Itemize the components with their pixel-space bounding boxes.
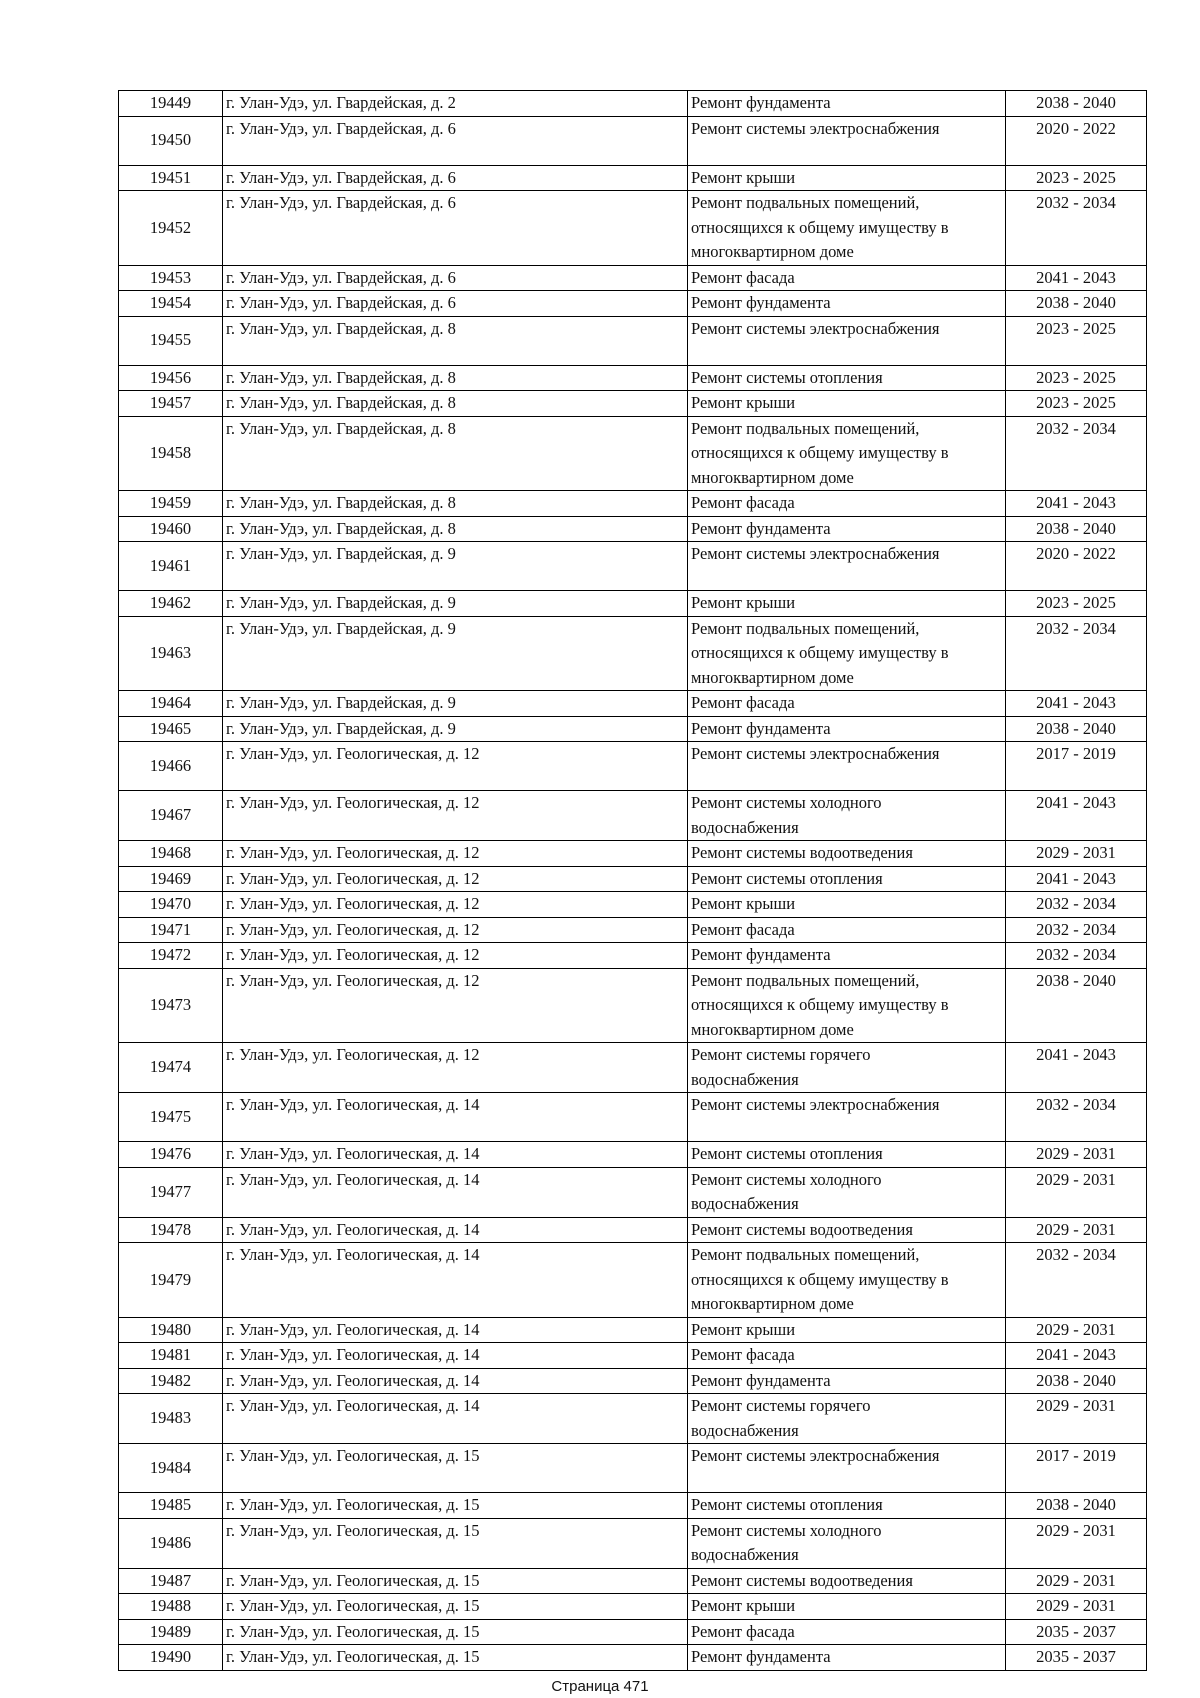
work-type-line: Ремонт крыши <box>691 1319 796 1339</box>
work-type-line: Ремонт фасада <box>691 693 795 712</box>
address-cell: г. Улан-Удэ, ул. Геологическая, д. 15 <box>223 1518 688 1568</box>
row-number-cell: 19483 <box>119 1394 223 1444</box>
work-type-line: Ремонт системы электроснабжения <box>691 318 940 338</box>
work-type-line: Ремонт системы горячего <box>691 1396 871 1415</box>
address-cell: г. Улан-Удэ, ул. Геологическая, д. 12 <box>223 943 688 969</box>
table-row <box>119 116 1147 165</box>
row-number-cell: 19453 <box>119 265 223 291</box>
row-number-cell: 19481 <box>119 1343 223 1369</box>
address-cell: г. Улан-Удэ, ул. Геологическая, д. 14 <box>223 1343 688 1369</box>
work-type-line: многоквартирном доме <box>691 667 854 687</box>
work-type-line: Ремонт системы холодного <box>691 1520 882 1540</box>
work-type-cell <box>688 791 1006 841</box>
work-type-line: Ремонт системы электроснабжения <box>691 544 940 563</box>
work-type-line: Ремонт крыши <box>691 1596 796 1615</box>
row-number-cell: 19468 <box>119 841 223 867</box>
address-cell: г. Улан-Удэ, ул. Геологическая, д. 15 <box>223 1594 688 1620</box>
row-number-cell: 19463 <box>119 616 223 691</box>
work-type-cell <box>688 165 1006 191</box>
period-cell: 2032 - 2034 <box>1006 943 1147 969</box>
row-number-cell: 19478 <box>119 1217 223 1243</box>
period-cell: 2029 - 2031 <box>1006 841 1147 867</box>
work-type-line: относящихся к общему имуществу в <box>691 443 949 462</box>
period-cell: 2020 - 2022 <box>1006 542 1147 591</box>
period-cell: 2032 - 2034 <box>1006 616 1147 691</box>
row-number-cell: 19482 <box>119 1368 223 1394</box>
period-cell: 2038 - 2040 <box>1006 716 1147 742</box>
table-row <box>119 1619 1147 1645</box>
period-cell: 2041 - 2043 <box>1006 866 1147 892</box>
table-row <box>119 1518 1147 1568</box>
table-row <box>119 892 1147 918</box>
period-cell: 2038 - 2040 <box>1006 968 1147 1043</box>
row-number-cell: 19467 <box>119 791 223 841</box>
table-row <box>119 416 1147 491</box>
work-type-line: Ремонт системы отопления <box>691 868 883 888</box>
work-type-line: Ремонт подвальных помещений, <box>691 418 920 438</box>
row-number-cell: 19462 <box>119 591 223 617</box>
page-number: Страница 471 <box>551 1678 649 1695</box>
address-cell: г. Улан-Удэ, ул. Геологическая, д. 15 <box>223 1444 688 1493</box>
work-type-line: Ремонт фундамента <box>691 518 831 538</box>
row-number-cell: 19486 <box>119 1518 223 1568</box>
period-cell: 2041 - 2043 <box>1006 791 1147 841</box>
work-type-line: водоснабжения <box>691 1194 799 1213</box>
work-type-cell <box>688 391 1006 417</box>
period-cell: 2041 - 2043 <box>1006 691 1147 717</box>
period-cell: 2041 - 2043 <box>1006 1043 1147 1093</box>
work-type-cell <box>688 691 1006 717</box>
row-number-cell: 19484 <box>119 1444 223 1493</box>
row-number-cell: 19465 <box>119 716 223 742</box>
work-type-cell <box>688 116 1006 165</box>
work-type-cell <box>688 542 1006 591</box>
address-cell: г. Улан-Удэ, ул. Гвардейская, д. 6 <box>223 265 688 291</box>
table-row <box>119 1444 1147 1493</box>
period-cell: 2032 - 2034 <box>1006 191 1147 266</box>
table-row <box>119 91 1147 117</box>
work-type-line: относящихся к общему имуществу в <box>691 1269 949 1289</box>
row-number-cell: 19476 <box>119 1142 223 1168</box>
period-cell: 2023 - 2025 <box>1006 365 1147 391</box>
table-row <box>119 1394 1147 1444</box>
period-cell: 2029 - 2031 <box>1006 1394 1147 1444</box>
work-type-line: Ремонт системы холодного <box>691 1169 882 1189</box>
address-cell: г. Улан-Удэ, ул. Геологическая, д. 15 <box>223 1568 688 1594</box>
work-type-cell <box>688 1142 1006 1168</box>
table-row <box>119 1493 1147 1519</box>
work-type-cell <box>688 365 1006 391</box>
address-cell: г. Улан-Удэ, ул. Геологическая, д. 12 <box>223 742 688 791</box>
period-cell: 2023 - 2025 <box>1006 165 1147 191</box>
period-cell: 2023 - 2025 <box>1006 316 1147 365</box>
table-row <box>119 841 1147 867</box>
work-type-cell <box>688 1043 1006 1093</box>
work-type-line: относящихся к общему имуществу в <box>691 643 949 662</box>
period-cell: 2041 - 2043 <box>1006 265 1147 291</box>
work-type-cell <box>688 1167 1006 1217</box>
work-type-line: водоснабжения <box>691 1069 799 1089</box>
period-cell: 2029 - 2031 <box>1006 1167 1147 1217</box>
period-cell: 2029 - 2031 <box>1006 1142 1147 1168</box>
period-cell: 2020 - 2022 <box>1006 116 1147 165</box>
work-type-cell <box>688 968 1006 1043</box>
row-number-cell: 19485 <box>119 1493 223 1519</box>
work-type-cell <box>688 416 1006 491</box>
period-cell: 2029 - 2031 <box>1006 1317 1147 1343</box>
row-number-cell: 19452 <box>119 191 223 266</box>
work-type-line: Ремонт системы горячего <box>691 1045 871 1064</box>
table-row <box>119 716 1147 742</box>
address-cell: г. Улан-Удэ, ул. Геологическая, д. 12 <box>223 917 688 943</box>
row-number-cell: 19470 <box>119 892 223 918</box>
address-cell: г. Улан-Удэ, ул. Гвардейская, д. 8 <box>223 516 688 542</box>
work-type-line: Ремонт крыши <box>691 393 796 412</box>
table-row <box>119 691 1147 717</box>
row-number-cell: 19480 <box>119 1317 223 1343</box>
period-cell: 2038 - 2040 <box>1006 1368 1147 1394</box>
period-cell: 2029 - 2031 <box>1006 1217 1147 1243</box>
address-cell: г. Улан-Удэ, ул. Геологическая, д. 12 <box>223 841 688 867</box>
address-cell: г. Улан-Удэ, ул. Гвардейская, д. 9 <box>223 616 688 691</box>
work-type-cell <box>688 1493 1006 1519</box>
row-number-cell: 19477 <box>119 1167 223 1217</box>
work-type-cell <box>688 1243 1006 1318</box>
row-number-cell: 19473 <box>119 968 223 1043</box>
table-row <box>119 516 1147 542</box>
address-cell: г. Улан-Удэ, ул. Геологическая, д. 14 <box>223 1317 688 1343</box>
work-type-line: относящихся к общему имуществу в <box>691 995 949 1014</box>
work-type-cell <box>688 191 1006 266</box>
row-number-cell: 19487 <box>119 1568 223 1594</box>
table-row <box>119 1343 1147 1369</box>
work-type-line: водоснабжения <box>691 1545 799 1564</box>
address-cell: г. Улан-Удэ, ул. Гвардейская, д. 6 <box>223 165 688 191</box>
period-cell: 2032 - 2034 <box>1006 416 1147 491</box>
address-cell: г. Улан-Удэ, ул. Гвардейская, д. 8 <box>223 391 688 417</box>
work-type-cell <box>688 491 1006 517</box>
document-page <box>118 90 1146 1671</box>
row-number-cell: 19472 <box>119 943 223 969</box>
work-type-line: Ремонт системы водоотведения <box>691 843 913 862</box>
period-cell: 2038 - 2040 <box>1006 1493 1147 1519</box>
work-type-line: Ремонт фундамента <box>691 93 831 112</box>
address-cell: г. Улан-Удэ, ул. Геологическая, д. 12 <box>223 866 688 892</box>
table-row <box>119 917 1147 943</box>
work-type-line: водоснабжения <box>691 817 799 837</box>
work-type-cell <box>688 1619 1006 1645</box>
period-cell: 2017 - 2019 <box>1006 742 1147 791</box>
table-row <box>119 866 1147 892</box>
period-cell: 2029 - 2031 <box>1006 1594 1147 1620</box>
table-row <box>119 265 1147 291</box>
work-type-line: водоснабжения <box>691 1420 799 1440</box>
row-number-cell: 19474 <box>119 1043 223 1093</box>
period-cell: 2038 - 2040 <box>1006 516 1147 542</box>
address-cell: г. Улан-Удэ, ул. Геологическая, д. 14 <box>223 1368 688 1394</box>
address-cell: г. Улан-Удэ, ул. Гвардейская, д. 8 <box>223 316 688 365</box>
work-type-cell <box>688 1343 1006 1369</box>
work-type-line: относящихся к общему имуществу в <box>691 217 949 237</box>
address-cell: г. Улан-Удэ, ул. Геологическая, д. 14 <box>223 1217 688 1243</box>
row-number-cell: 19458 <box>119 416 223 491</box>
period-cell: 2032 - 2034 <box>1006 917 1147 943</box>
work-type-line: Ремонт фасада <box>691 1621 795 1641</box>
work-type-cell <box>688 1444 1006 1493</box>
row-number-cell: 19455 <box>119 316 223 365</box>
address-cell: г. Улан-Удэ, ул. Гвардейская, д. 9 <box>223 691 688 717</box>
row-number-cell: 19450 <box>119 116 223 165</box>
repair-schedule-table <box>118 90 1147 1671</box>
table-body <box>119 91 1147 1671</box>
work-type-line: Ремонт системы отопления <box>691 1495 883 1514</box>
row-number-cell: 19489 <box>119 1619 223 1645</box>
table-row <box>119 491 1147 517</box>
work-type-line: многоквартирном доме <box>691 467 854 487</box>
work-type-cell <box>688 1518 1006 1568</box>
address-cell: г. Улан-Удэ, ул. Геологическая, д. 15 <box>223 1645 688 1671</box>
row-number-cell: 19488 <box>119 1594 223 1620</box>
work-type-line: Ремонт системы электроснабжения <box>691 744 940 763</box>
work-type-line: Ремонт фундамента <box>691 1647 831 1666</box>
table-row <box>119 1217 1147 1243</box>
address-cell: г. Улан-Удэ, ул. Гвардейская, д. 9 <box>223 591 688 617</box>
table-row <box>119 1645 1147 1671</box>
row-number-cell: 19454 <box>119 291 223 317</box>
address-cell: г. Улан-Удэ, ул. Геологическая, д. 12 <box>223 1043 688 1093</box>
work-type-line: Ремонт фасада <box>691 267 795 287</box>
work-type-line: Ремонт системы электроснабжения <box>691 1446 940 1465</box>
address-cell: г. Улан-Удэ, ул. Гвардейская, д. 2 <box>223 91 688 117</box>
table-row <box>119 291 1147 317</box>
row-number-cell: 19469 <box>119 866 223 892</box>
work-type-line: Ремонт системы электроснабжения <box>691 1095 940 1114</box>
work-type-line: Ремонт крыши <box>691 593 796 612</box>
address-cell: г. Улан-Удэ, ул. Геологическая, д. 15 <box>223 1619 688 1645</box>
work-type-line: Ремонт фасада <box>691 919 795 939</box>
table-row <box>119 742 1147 791</box>
work-type-line: Ремонт подвальных помещений, <box>691 618 920 638</box>
work-type-line: Ремонт фундамента <box>691 293 831 312</box>
period-cell: 2032 - 2034 <box>1006 1243 1147 1318</box>
row-number-cell: 19490 <box>119 1645 223 1671</box>
row-number-cell: 19459 <box>119 491 223 517</box>
row-number-cell: 19456 <box>119 365 223 391</box>
table-row <box>119 165 1147 191</box>
period-cell: 2029 - 2031 <box>1006 1518 1147 1568</box>
table-row <box>119 791 1147 841</box>
work-type-line: Ремонт системы холодного <box>691 793 882 812</box>
work-type-line: многоквартирном доме <box>691 1294 854 1313</box>
period-cell: 2038 - 2040 <box>1006 91 1147 117</box>
work-type-line: Ремонт фундамента <box>691 945 831 964</box>
address-cell: г. Улан-Удэ, ул. Гвардейская, д. 8 <box>223 416 688 491</box>
address-cell: г. Улан-Удэ, ул. Геологическая, д. 12 <box>223 968 688 1043</box>
address-cell: г. Улан-Удэ, ул. Гвардейская, д. 8 <box>223 365 688 391</box>
address-cell: г. Улан-Удэ, ул. Геологическая, д. 14 <box>223 1394 688 1444</box>
period-cell: 2035 - 2037 <box>1006 1619 1147 1645</box>
row-number-cell: 19471 <box>119 917 223 943</box>
address-cell: г. Улан-Удэ, ул. Геологическая, д. 14 <box>223 1093 688 1142</box>
address-cell: г. Улан-Удэ, ул. Геологическая, д. 12 <box>223 892 688 918</box>
table-row <box>119 1568 1147 1594</box>
period-cell: 2023 - 2025 <box>1006 391 1147 417</box>
work-type-line: многоквартирном доме <box>691 242 854 261</box>
table-row <box>119 1243 1147 1318</box>
work-type-cell <box>688 265 1006 291</box>
work-type-cell <box>688 892 1006 918</box>
work-type-line: Ремонт фундамента <box>691 718 831 738</box>
period-cell: 2017 - 2019 <box>1006 1444 1147 1493</box>
address-cell: г. Улан-Удэ, ул. Геологическая, д. 15 <box>223 1493 688 1519</box>
table-row <box>119 316 1147 365</box>
address-cell: г. Улан-Удэ, ул. Гвардейская, д. 9 <box>223 716 688 742</box>
period-cell: 2023 - 2025 <box>1006 591 1147 617</box>
period-cell: 2041 - 2043 <box>1006 491 1147 517</box>
row-number-cell: 19475 <box>119 1093 223 1142</box>
row-number-cell: 19464 <box>119 691 223 717</box>
work-type-line: многоквартирном доме <box>691 1019 854 1039</box>
address-cell: г. Улан-Удэ, ул. Гвардейская, д. 9 <box>223 542 688 591</box>
table-row <box>119 542 1147 591</box>
work-type-cell <box>688 716 1006 742</box>
table-row <box>119 1142 1147 1168</box>
work-type-cell <box>688 1594 1006 1620</box>
work-type-cell <box>688 1394 1006 1444</box>
work-type-line: Ремонт фасада <box>691 1345 795 1364</box>
work-type-cell <box>688 291 1006 317</box>
work-type-line: Ремонт системы отопления <box>691 1144 883 1163</box>
address-cell: г. Улан-Удэ, ул. Гвардейская, д. 6 <box>223 291 688 317</box>
work-type-cell <box>688 841 1006 867</box>
row-number-cell: 19461 <box>119 542 223 591</box>
address-cell: г. Улан-Удэ, ул. Геологическая, д. 14 <box>223 1167 688 1217</box>
address-cell: г. Улан-Удэ, ул. Геологическая, д. 14 <box>223 1243 688 1318</box>
work-type-cell <box>688 91 1006 117</box>
work-type-cell <box>688 1368 1006 1394</box>
table-row <box>119 1368 1147 1394</box>
table-row <box>119 943 1147 969</box>
table-row <box>119 1167 1147 1217</box>
period-cell: 2032 - 2034 <box>1006 892 1147 918</box>
table-row <box>119 1043 1147 1093</box>
work-type-cell <box>688 516 1006 542</box>
table-row <box>119 1594 1147 1620</box>
table-row <box>119 1093 1147 1142</box>
table-row <box>119 391 1147 417</box>
work-type-cell <box>688 616 1006 691</box>
period-cell: 2038 - 2040 <box>1006 291 1147 317</box>
work-type-cell <box>688 1568 1006 1594</box>
work-type-line: Ремонт системы электроснабжения <box>691 118 940 138</box>
row-number-cell: 19479 <box>119 1243 223 1318</box>
table-row <box>119 191 1147 266</box>
work-type-cell <box>688 591 1006 617</box>
work-type-cell <box>688 1645 1006 1671</box>
work-type-cell <box>688 943 1006 969</box>
work-type-line: Ремонт подвальных помещений, <box>691 193 920 212</box>
work-type-line: Ремонт системы отопления <box>691 367 883 387</box>
work-type-cell <box>688 1317 1006 1343</box>
address-cell: г. Улан-Удэ, ул. Геологическая, д. 14 <box>223 1142 688 1168</box>
work-type-cell <box>688 1217 1006 1243</box>
work-type-cell <box>688 1093 1006 1142</box>
address-cell: г. Улан-Удэ, ул. Геологическая, д. 12 <box>223 791 688 841</box>
work-type-line: Ремонт системы водоотведения <box>691 1219 913 1239</box>
row-number-cell: 19466 <box>119 742 223 791</box>
work-type-cell <box>688 316 1006 365</box>
work-type-line: Ремонт фасада <box>691 493 795 512</box>
row-number-cell: 19451 <box>119 165 223 191</box>
row-number-cell: 19449 <box>119 91 223 117</box>
period-cell: 2032 - 2034 <box>1006 1093 1147 1142</box>
address-cell: г. Улан-Удэ, ул. Гвардейская, д. 6 <box>223 191 688 266</box>
table-row <box>119 1317 1147 1343</box>
work-type-line: Ремонт крыши <box>691 167 796 187</box>
address-cell: г. Улан-Удэ, ул. Гвардейская, д. 8 <box>223 491 688 517</box>
work-type-cell <box>688 866 1006 892</box>
work-type-line: Ремонт подвальных помещений, <box>691 970 920 990</box>
work-type-line: Ремонт крыши <box>691 894 796 913</box>
row-number-cell: 19457 <box>119 391 223 417</box>
period-cell: 2029 - 2031 <box>1006 1568 1147 1594</box>
table-row <box>119 968 1147 1043</box>
work-type-line: Ремонт подвальных помещений, <box>691 1245 920 1264</box>
work-type-cell <box>688 917 1006 943</box>
table-row <box>119 365 1147 391</box>
period-cell: 2041 - 2043 <box>1006 1343 1147 1369</box>
table-row <box>119 616 1147 691</box>
work-type-cell <box>688 742 1006 791</box>
row-number-cell: 19460 <box>119 516 223 542</box>
work-type-line: Ремонт фундамента <box>691 1370 831 1390</box>
period-cell: 2035 - 2037 <box>1006 1645 1147 1671</box>
address-cell: г. Улан-Удэ, ул. Гвардейская, д. 6 <box>223 116 688 165</box>
table-row <box>119 591 1147 617</box>
work-type-line: Ремонт системы водоотведения <box>691 1570 913 1590</box>
